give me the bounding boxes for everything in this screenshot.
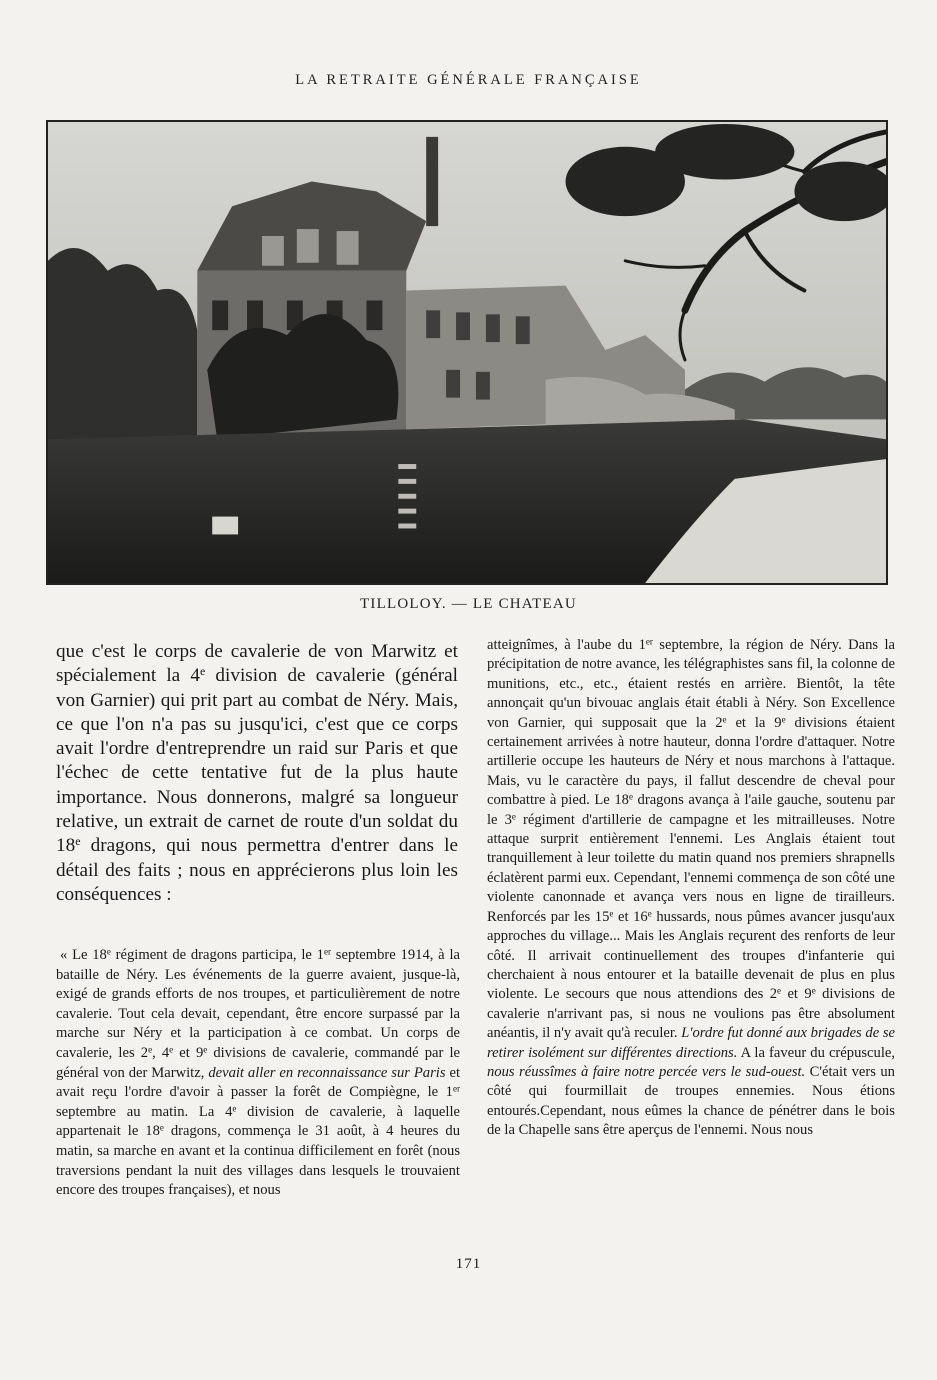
superscript: e [647, 908, 652, 919]
text-run: et avait reçu l'ordre d'avoir à passer la forêt de Compiègne, le 1 [56, 1064, 461, 1101]
superscript: er [645, 636, 653, 647]
italic-phrase: nous réussîmes à faire notre percée vers le sud-ouest. [487, 1063, 806, 1080]
left-column-quote [56, 946, 460, 1201]
superscript: e [199, 664, 206, 679]
superscript: er [323, 946, 332, 957]
text-run: septembre au matin. La 4 [56, 1103, 233, 1120]
superscript: e [75, 834, 81, 849]
italic-phrase: devait aller en reconnaissance sur Paris [208, 1064, 446, 1081]
chateau-photograph [46, 120, 888, 585]
superscript: e [106, 946, 111, 957]
superscript: e [232, 1103, 237, 1114]
text-run: dragons avança à l'aile gauche, soutenu par le 3 [487, 792, 895, 828]
left-column-lead [56, 640, 458, 907]
text-run: régiment d'artillerie de campagne et les mitrailleuses. Notre attaque surprit entièrement l'ennemi. Les Anglais étaient tout tranquillement à leur toilette du matin quand nos premiers shrapnells éclatèrent parmi eux. Cependant, l'ennemi commença de son côté une violente canonnade et avança vers nous en ligne de tirailleurs. Renforcés par les 15 [487, 811, 895, 925]
superscript: e [148, 1044, 153, 1055]
figure-caption: TILLOLOY. — LE CHATEAU [360, 596, 577, 612]
superscript: e [203, 1044, 208, 1055]
text-run: division de cavalerie (général von Garnier) qui prit part au combat de Néry. Mais, ce que l'on n'a pas su jusqu'ici, c'est que ce corps avait l'ordre d'entreprendre un raid sur Paris et que l'échec de cette tentative fut de la plus haute importance. Nous donnerons, malgré sa longueur relative, un extrait de carnet de route d'un soldat du 18 [56, 665, 458, 857]
text-run: septembre 1914, à la bataille de Néry. Les événements de la guerre avaient, jusque-là, exigé de grands efforts de nos troupes, et particulièrement de notre cavalerie. Tout cela devait, cependant, être encore surpassé par la marche sur Néry et la participation à ce combat. Un corps de cavalerie, les 2 [56, 947, 460, 1061]
text-run: dragons, commença le 31 août, à 4 heures du matin, sa marche en avant et la continua difficilement en forêt (nous traversions pendant la nuit des villages dans lesquels le trouvaient encore des troupes françaises), et nous [56, 1123, 460, 1199]
right-column-paragraph [487, 636, 895, 1141]
superscript: e [609, 908, 614, 919]
text-run: régiment de dragons participa, le 1 [110, 947, 324, 963]
superscript: e [511, 811, 516, 822]
lead-paragraph [56, 640, 458, 907]
text-run: divisions de cavalerie n'arrivant pas, si nous ne voulions pas être absolument anéantis, il n'y avait qu'à reculer. [487, 986, 895, 1042]
text-run: divisions étaient certainement arrivées à notre hauteur, donna l'ordre d'attaquer. Notre artillerie occupe les hauteurs de Néry et nous marchons à l'attaque. Mais, vu le caractère du pays, il fallut descendre de cheval pour combattre à pied. Le 18 [487, 714, 895, 809]
text-run: « Le 18 [60, 947, 107, 963]
superscript: e [781, 714, 786, 725]
text-run: et 16 [613, 908, 648, 925]
superscript: e [169, 1044, 174, 1055]
italic-phrase: L'ordre fut donné aux brigades de se retirer isolément sur différentes directions. [487, 1025, 895, 1061]
right-column [487, 636, 895, 1141]
superscript: er [452, 1083, 460, 1094]
text-run: et la 9 [726, 714, 782, 731]
photo-illustration [48, 122, 886, 583]
text-run: division de cavalerie, à laquelle appartenait le 18 [56, 1103, 460, 1140]
superscript: e [722, 714, 727, 725]
text-run: , 4 [152, 1044, 170, 1061]
text-run: dragons, qui nous permettra d'entrer dans le détail des faits ; nous en apprécierons plus loin les conséquences : [56, 835, 458, 905]
text-run: atteignîmes, à l'aube du 1 [487, 637, 646, 653]
text-run: A la faveur du crépuscule, [737, 1044, 895, 1061]
page-number: 171 [455, 1256, 482, 1272]
quoted-diary-paragraph [56, 946, 460, 1201]
superscript: e [628, 791, 633, 802]
text-run: que c'est le corps de cavalerie de von Marwitz et spécialement la 4 [56, 641, 458, 687]
text-run: hussards, nous pûmes avancer jusqu'aux approches du village... Mais les Anglais reçurent des renforts de leur côté. Il arrivait continuellement des troupes d'infanterie qui cherchaient à nous entourer et la bataille devenait de plus en plus violente. Le secours que nous attendions des 2 [487, 908, 895, 1003]
superscript: e [159, 1122, 164, 1133]
superscript: e [811, 985, 816, 996]
text-run: C'était vers un côté qui fourmillait de troupes ennemies. Nous étions entourés.Cependant, nous eûmes la chance de pénétrer dans le bois de la Chapelle sans être aperçus de l'ennemi. Nous nous [487, 1063, 895, 1139]
text-run: et 9 [173, 1044, 204, 1061]
text-run: septembre, la région de Néry. Dans la précipitation de notre avance, les télégraphistes sans fil, la colonne de munitions, etc., etc., étaient restés en arrière. Bientôt, la tête annonçait qu'un bivouac anglais était établi à Néry. Son Excellence von Garnier, qui supposait que la 2 [487, 637, 895, 731]
running-title: LA RETRAITE GÉNÉRALE FRANÇAISE [295, 72, 642, 88]
text-run: et 9 [781, 986, 812, 1003]
superscript: e [777, 985, 782, 996]
text-run: divisions de cavalerie, commandé par le général von der Marwitz, [56, 1044, 460, 1081]
